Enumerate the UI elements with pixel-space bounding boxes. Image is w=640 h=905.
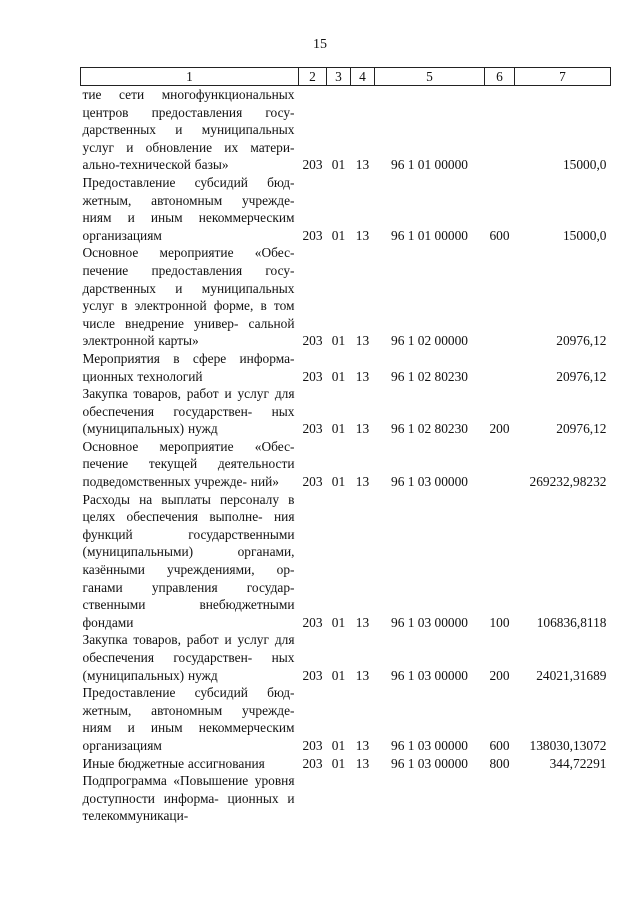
row-name-line: ганами управления государ- (82, 579, 295, 595)
row-csr: 96 1 03 00000 (391, 474, 468, 490)
table-row (81, 631, 611, 684)
row-amount: 15000,0 (562, 227, 607, 243)
row-name-line: организациям (82, 227, 162, 243)
row-name (81, 631, 299, 684)
row-pr: 13 (355, 737, 370, 753)
table-row (81, 244, 611, 350)
row-csr: 96 1 02 80230 (391, 368, 468, 384)
row-name-line: Расходы на выплаты персоналу (82, 491, 280, 507)
row-name-line: сальной электронной карты» (82, 315, 295, 349)
row-rz (327, 772, 351, 825)
row-pr: 13 (355, 227, 370, 243)
row-name-line: Основное мероприятие «Обес- (82, 438, 295, 454)
row-rz: 01 (331, 474, 346, 490)
row-name-line: ния функций государственными (82, 509, 295, 542)
row-name-line: услуг в электронной форме, в (82, 298, 267, 314)
row-vr: 200 (489, 667, 510, 683)
row-name (81, 684, 299, 754)
row-name-line: уровня доступности информа- (82, 773, 295, 806)
row-name-line: том числе внедрение универ- (82, 298, 295, 331)
row-name-line: ных (муниципальных) нужд (82, 403, 295, 437)
row-ved: 203 (302, 227, 323, 243)
row-csr: 96 1 01 00000 (391, 227, 468, 243)
row-name-line: ниям и иным некоммерческим (82, 210, 295, 226)
header-col-5: 5 (375, 68, 485, 86)
row-amount: 269232,98232 (529, 474, 607, 490)
row-pr: 13 (355, 474, 370, 490)
row-vr: 100 (489, 614, 510, 630)
row-name (81, 385, 299, 438)
table-row (81, 491, 611, 632)
row-name-line: центров предоставления госу- (82, 104, 295, 120)
row-vr (485, 244, 515, 350)
row-vr (485, 350, 515, 385)
row-pr: 13 (355, 333, 370, 349)
row-ved: 203 (302, 333, 323, 349)
row-pr: 13 (355, 667, 370, 683)
row-name-line: в целях обеспечения выполне- (82, 491, 295, 525)
row-rz: 01 (331, 614, 346, 630)
header-col-6: 6 (485, 68, 515, 86)
row-name-line: Основное мероприятие «Обес- (82, 245, 295, 261)
row-name-line: ний» (250, 474, 279, 490)
row-name-line: для обеспечения государствен- (82, 386, 295, 419)
row-amount: 20976,12 (556, 421, 607, 437)
row-name-line: Иные бюджетные ассигнования (82, 755, 265, 771)
table-body (81, 86, 611, 825)
row-name-line: услуг и обновление их матери- (82, 139, 295, 155)
row-name-line: дарственных и муниципальных (82, 122, 295, 138)
row-name-line: Предоставление субсидий бюд- (82, 685, 295, 701)
row-name-line: ционных и телекоммуникаци- (82, 790, 295, 824)
row-csr: 96 1 01 00000 (391, 157, 468, 173)
row-name-line: Закупка товаров, работ и услуг (82, 386, 269, 402)
row-pr: 13 (355, 368, 370, 384)
row-name-line: тие сети многофункциональных (82, 87, 295, 102)
row-csr: 96 1 03 00000 (391, 614, 468, 630)
row-name-line: Мероприятия в сфере информа- (82, 350, 295, 366)
header-col-2: 2 (299, 68, 327, 86)
row-csr: 96 1 02 00000 (391, 333, 468, 349)
row-amount: 20976,12 (556, 368, 607, 384)
row-csr: 96 1 02 80230 (391, 421, 468, 437)
row-rz: 01 (331, 368, 346, 384)
row-name-line: ционных технологий (82, 368, 203, 384)
row-name-line: Закупка товаров, работ и услуг (82, 632, 269, 648)
row-amount: 106836,8118 (536, 614, 607, 630)
table-row (81, 438, 611, 491)
row-pr: 13 (355, 157, 370, 173)
row-name-line: (муниципальными) органами, (82, 544, 295, 560)
row-csr: 96 1 03 00000 (391, 755, 468, 771)
row-csr (375, 772, 485, 825)
row-name-line: жетным, автономным учрежде- (82, 192, 295, 208)
row-ved: 203 (302, 421, 323, 437)
row-name-line: ально-технической базы» (82, 157, 229, 173)
row-ved: 203 (302, 667, 323, 683)
row-amount (515, 772, 611, 825)
row-name-line: печение текущей деятельности (82, 456, 295, 472)
row-amount: 20976,12 (556, 333, 607, 349)
row-vr (485, 772, 515, 825)
row-rz: 01 (331, 667, 346, 683)
table-row (81, 684, 611, 754)
row-rz: 01 (331, 157, 346, 173)
header-col-7: 7 (515, 68, 611, 86)
row-amount: 138030,13072 (529, 737, 607, 753)
row-name (81, 438, 299, 491)
row-name-line: казёнными учреждениями, ор- (82, 562, 295, 578)
table-row (81, 174, 611, 244)
row-pr: 13 (355, 421, 370, 437)
row-ved: 203 (302, 474, 323, 490)
header-col-1: 1 (81, 68, 299, 86)
row-rz: 01 (331, 333, 346, 349)
row-ved: 203 (302, 157, 323, 173)
row-name (81, 755, 299, 773)
row-ved (299, 772, 327, 825)
row-name-line: Предоставление субсидий бюд- (82, 174, 295, 190)
row-amount: 344,72291 (549, 755, 607, 771)
row-name-line: ных (муниципальных) нужд (82, 650, 295, 683)
row-pr (351, 772, 375, 825)
row-name (81, 350, 299, 385)
row-pr: 13 (355, 755, 370, 771)
row-vr (485, 86, 515, 174)
row-name-line: Подпрограмма «Повышение (82, 773, 249, 789)
table-row (81, 350, 611, 385)
row-rz: 01 (331, 737, 346, 753)
table-row (81, 772, 611, 825)
row-amount: 24021,31689 (536, 667, 607, 683)
row-vr: 200 (489, 421, 510, 437)
header-col-3: 3 (327, 68, 351, 86)
row-vr: 600 (489, 227, 510, 243)
row-name (81, 772, 299, 825)
row-name (81, 174, 299, 244)
row-rz: 01 (331, 227, 346, 243)
row-name-line: ственными внебюджетными (82, 597, 295, 613)
header-col-4: 4 (351, 68, 375, 86)
table-row (81, 86, 611, 174)
table-row (81, 385, 611, 438)
table-row (81, 755, 611, 773)
row-csr: 96 1 03 00000 (391, 667, 468, 683)
row-name (81, 86, 299, 174)
row-name-line: фондами (82, 614, 134, 630)
row-ved: 203 (302, 614, 323, 630)
row-name-line: печение предоставления госу- (82, 262, 295, 278)
row-ved: 203 (302, 368, 323, 384)
row-name (81, 491, 299, 632)
row-vr (485, 438, 515, 491)
row-ved: 203 (302, 737, 323, 753)
row-rz: 01 (331, 421, 346, 437)
row-name-line: жетным, автономным учрежде- (82, 702, 295, 718)
row-amount: 15000,0 (562, 157, 607, 173)
row-name-line: ниям и иным некоммерческим (82, 720, 295, 736)
row-vr: 800 (489, 755, 510, 771)
row-csr: 96 1 03 00000 (391, 737, 468, 753)
row-name (81, 244, 299, 350)
row-name-line: подведомственных учрежде- (82, 474, 247, 490)
row-rz: 01 (331, 755, 346, 771)
table-header (81, 68, 611, 86)
row-name-line: для обеспечения государствен- (82, 632, 295, 665)
row-vr: 600 (489, 737, 510, 753)
row-ved: 203 (302, 755, 323, 771)
row-pr: 13 (355, 614, 370, 630)
row-name-line: организациям (82, 737, 162, 753)
row-name-line: дарственных и муниципальных (82, 280, 295, 296)
budget-table (80, 67, 611, 825)
page-number: 15 (313, 37, 327, 52)
